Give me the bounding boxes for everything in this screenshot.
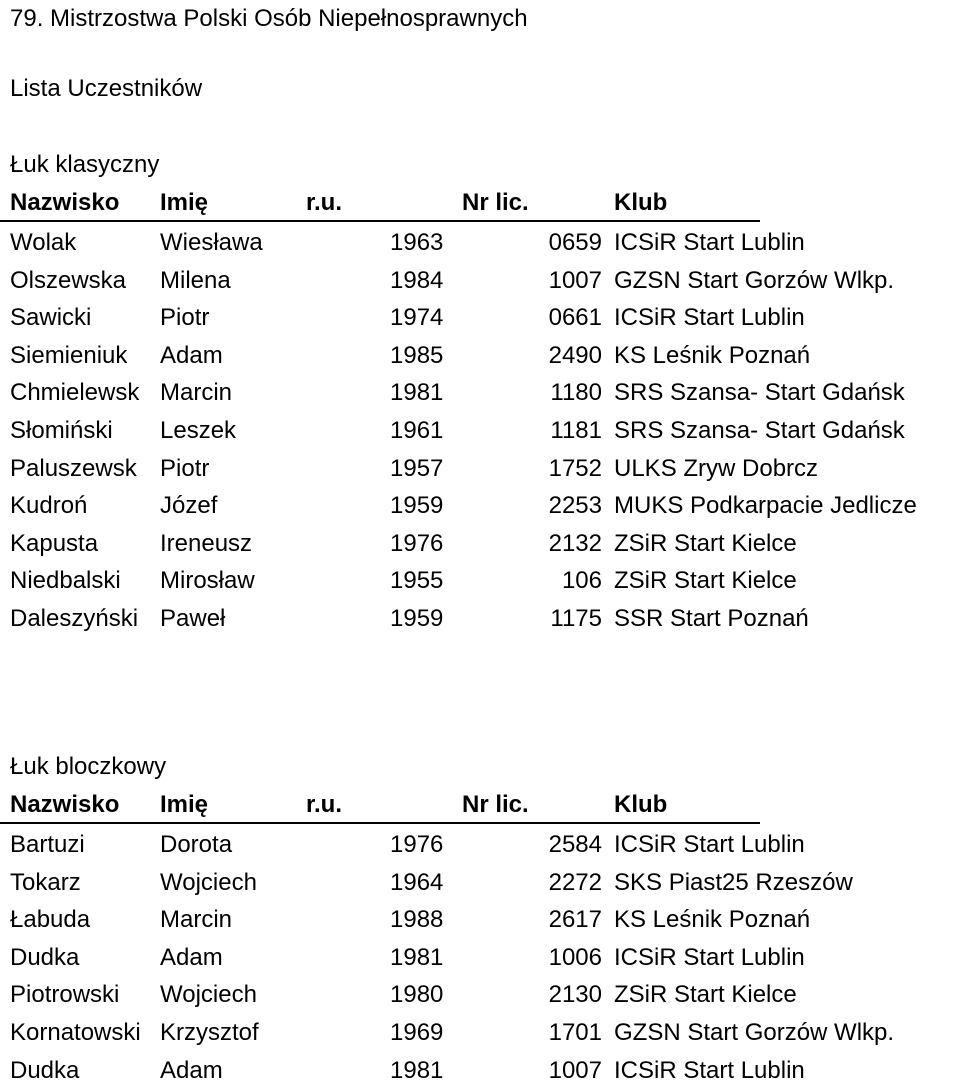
participant-birth-year: 1988 [390,906,444,933]
column-header-surname: Nazwisko [10,189,120,216]
participant-surname: Dudka [10,1057,80,1084]
column-header-license: Nr lic. [462,791,529,818]
participant-first-name: Dorota [160,831,233,858]
table-row [0,224,960,262]
participant-birth-year: 1955 [390,567,444,594]
participant-club: ICSiR Start Lublin [614,1057,805,1084]
participant-club: KS Leśnik Poznań [614,342,811,369]
column-header-name: Imię [160,189,209,216]
column-header-year: r.u. [306,189,343,216]
participant-license-number: 1007 [548,267,602,294]
participant-club: GZSN Start Gorzów Wlkp. [614,267,895,294]
table-row [0,299,960,337]
participant-birth-year: 1957 [390,455,444,482]
table-row [0,864,960,902]
participant-birth-year: 1976 [390,831,444,858]
participant-surname: Kudroń [10,492,88,519]
column-header-club: Klub [614,791,668,818]
participant-surname: Bartuzi [10,831,85,858]
participant-surname: Piotrowski [10,981,120,1008]
table-row [0,901,960,939]
table-row [0,939,960,977]
participant-surname: Niedbalski [10,567,121,594]
participant-first-name: Adam [160,342,223,369]
participant-license-number: 2584 [548,831,602,858]
participant-first-name: Marcin [160,379,233,406]
table-row [0,412,960,450]
participant-license-number: 1181 [550,417,602,444]
participant-license-number: 2253 [548,492,602,519]
table-row [0,1014,960,1052]
column-header-year: r.u. [306,791,343,818]
participant-first-name: Marcin [160,906,233,933]
participant-surname: Paluszewsk [10,455,137,482]
participant-license-number: 1180 [550,379,602,406]
table-row [0,826,960,864]
participant-first-name: Milena [160,267,231,294]
participant-surname: Kornatowski [10,1019,141,1046]
participant-club: SKS Piast25 Rzeszów [614,869,853,896]
participant-birth-year: 1984 [390,267,444,294]
participant-club: ZSiR Start Kielce [614,530,797,557]
participant-birth-year: 1981 [390,944,444,971]
participant-license-number: 2617 [548,906,602,933]
participant-club: SRS Szansa- Start Gdańsk [614,417,905,444]
participant-club: KS Leśnik Poznań [614,906,811,933]
table-row [0,1052,960,1090]
participant-surname: Chmielewsk [10,379,140,406]
participant-license-number: 0659 [548,229,602,256]
participant-surname: Łabuda [10,906,91,933]
participant-surname: Wolak [10,229,77,256]
participant-first-name: Adam [160,944,223,971]
participant-birth-year: 1969 [390,1019,444,1046]
column-header-name: Imię [160,791,209,818]
column-header-surname: Nazwisko [10,791,120,818]
participant-first-name: Wojciech [160,981,257,1008]
table-header-recurve [0,184,760,222]
participant-club: ULKS Zryw Dobrcz [614,455,819,482]
participant-club: ICSiR Start Lublin [614,944,805,971]
participant-club: SSR Start Poznań [614,605,809,632]
participant-club: GZSN Start Gorzów Wlkp. [614,1019,895,1046]
participant-club: ZSiR Start Kielce [614,567,797,594]
table-row [0,976,960,1014]
participant-birth-year: 1985 [390,342,444,369]
table-row [0,562,960,600]
participant-first-name: Leszek [160,417,237,444]
participant-club: SRS Szansa- Start Gdańsk [614,379,905,406]
participant-surname: Tokarz [10,869,81,896]
participant-club: ICSiR Start Lublin [614,229,805,256]
participant-license-number: 1752 [548,455,602,482]
table-row [0,374,960,412]
participant-license-number: 1701 [548,1019,602,1046]
participant-surname: Olszewska [10,267,127,294]
participant-surname: Słomiński [10,417,113,444]
participant-license-number: 1006 [548,944,602,971]
participant-club: ZSiR Start Kielce [614,981,797,1008]
participant-first-name: Piotr [160,304,210,331]
participant-first-name: Piotr [160,455,210,482]
section-title-compound: Łuk bloczkowy [10,753,167,780]
participant-birth-year: 1976 [390,530,444,557]
participant-first-name: Ireneusz [160,530,253,557]
participant-birth-year: 1981 [390,379,444,406]
participant-first-name: Krzysztof [160,1019,259,1046]
participant-surname: Daleszyński [10,605,139,632]
participant-first-name: Józef [160,492,218,519]
participant-birth-year: 1959 [390,605,444,632]
table-row [0,487,960,525]
participant-license-number: 2132 [548,530,602,557]
participant-license-number: 2490 [548,342,602,369]
participant-birth-year: 1961 [390,417,444,444]
participant-birth-year: 1963 [390,229,444,256]
participant-surname: Kapusta [10,530,99,557]
participant-birth-year: 1964 [390,869,444,896]
participant-birth-year: 1974 [390,304,444,331]
participant-license-number: 1175 [550,605,602,632]
participant-club: ICSiR Start Lublin [614,304,805,331]
participant-first-name: Wiesława [160,229,263,256]
participant-license-number: 0661 [548,304,602,331]
participant-club: MUKS Podkarpacie Jedlicze [614,492,917,519]
table-row [0,600,960,638]
column-header-club: Klub [614,189,668,216]
participant-club: ICSiR Start Lublin [614,831,805,858]
participant-license-number: 2130 [548,981,602,1008]
participant-birth-year: 1981 [390,1057,444,1084]
table-row [0,450,960,488]
participant-first-name: Adam [160,1057,223,1084]
participant-surname: Siemieniuk [10,342,128,369]
participant-surname: Dudka [10,944,80,971]
participant-surname: Sawicki [10,304,92,331]
table-row [0,525,960,563]
participant-license-number: 106 [561,567,602,594]
participant-first-name: Paweł [160,605,226,632]
section-title-recurve: Łuk klasyczny [10,151,160,178]
participant-first-name: Mirosław [160,567,255,594]
column-header-license: Nr lic. [462,189,529,216]
table-row [0,337,960,375]
table-header-compound [0,786,760,824]
document-title: 79. Mistrzostwa Polski Osób Niepełnosprawnych [10,5,528,32]
participant-birth-year: 1959 [390,492,444,519]
table-row [0,262,960,300]
participant-license-number: 1007 [548,1057,602,1084]
participant-birth-year: 1980 [390,981,444,1008]
participant-license-number: 2272 [548,869,602,896]
participant-first-name: Wojciech [160,869,257,896]
document-subtitle: Lista Uczestników [10,75,203,102]
